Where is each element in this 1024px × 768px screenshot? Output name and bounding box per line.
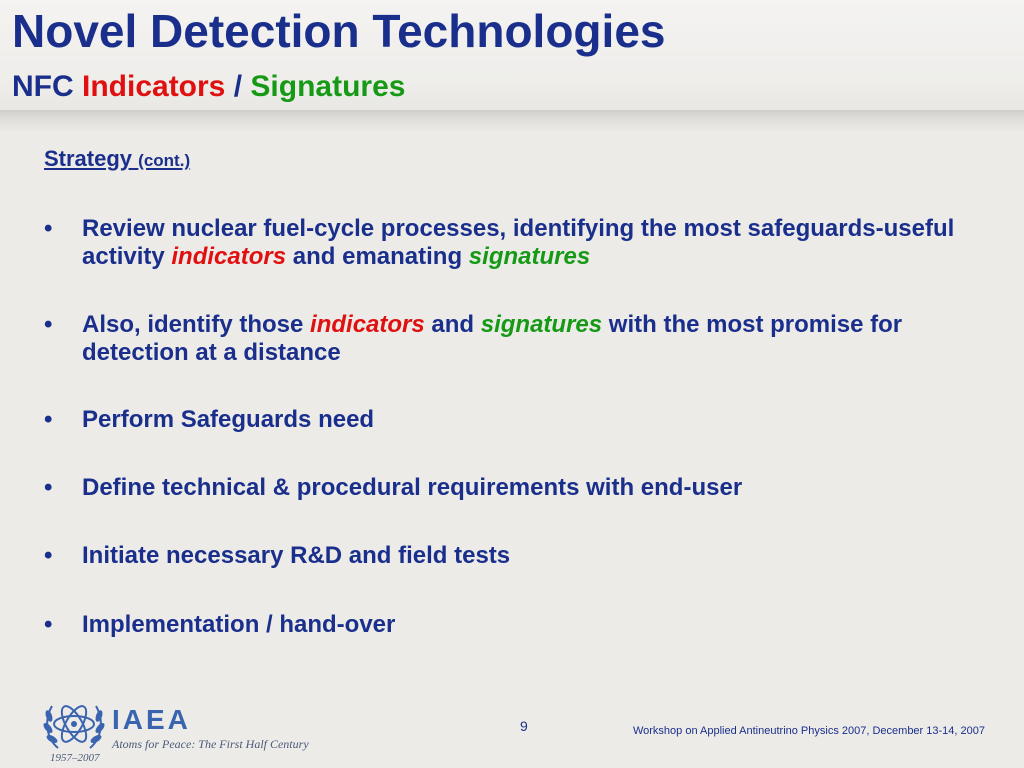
bullet-item-5 <box>44 542 964 570</box>
iaea-logo-text: IAEA <box>112 704 191 735</box>
bullet-icon: • <box>44 611 53 638</box>
header-divider <box>0 110 1024 132</box>
subtitle-signatures: Signatures <box>250 70 406 103</box>
section-heading-suffix: (cont.) <box>138 151 191 170</box>
bullet-text: Implementation / hand-over <box>82 611 396 638</box>
bullet-item-3 <box>44 406 964 434</box>
bullet-item-6 <box>44 611 964 639</box>
iaea-years: 1957–2007 <box>50 752 100 764</box>
section-heading-text: Strategy <box>44 146 133 171</box>
bullet-item-1 <box>44 215 964 271</box>
bullet-icon: • <box>44 542 53 569</box>
bullet-text: Define technical & procedural requirements with end-user <box>82 474 743 501</box>
bullet-text: Perform Safeguards need <box>82 406 375 433</box>
subtitle-indicators: Indicators <box>82 70 226 103</box>
subtitle-nfc: NFC <box>12 70 74 103</box>
signatures-emphasis: signatures <box>468 243 591 270</box>
signatures-emphasis: signatures <box>480 311 603 338</box>
bullet-item-2 <box>44 311 964 367</box>
subtitle-separator: / <box>233 70 243 103</box>
bullet-text-part: and <box>424 311 481 338</box>
bullet-text-part: and emanating <box>286 243 469 270</box>
bullet-text-part: Review nuclear fuel-cycle processes, identifying the most safeguards-useful activity <box>82 215 955 270</box>
indicators-emphasis: indicators <box>310 311 425 338</box>
bullet-icon: • <box>44 474 53 501</box>
section-heading <box>44 146 190 172</box>
bullet-text-part: Also, identify those <box>82 311 311 338</box>
bullet-icon: • <box>44 311 53 338</box>
bullet-text <box>82 215 964 271</box>
footer-event: Workshop on Applied Antineutrino Physics 2007, December 13-14, 2007 <box>632 725 985 737</box>
indicators-emphasis: indicators <box>171 243 287 270</box>
bullet-text-part: with the most promise for detection at a distance <box>82 311 903 366</box>
slide-title: Novel Detection Technologies <box>12 5 666 57</box>
bullet-icon: • <box>44 406 53 433</box>
bullet-item-4 <box>44 474 964 502</box>
page-number: 9 <box>520 718 528 734</box>
iaea-tagline: Atoms for Peace: The First Half Century <box>112 737 309 751</box>
bullet-text <box>82 311 964 367</box>
slide-subtitle <box>12 70 405 104</box>
bullet-icon: • <box>44 215 53 242</box>
bullet-text: Initiate necessary R&D and field tests <box>82 542 511 569</box>
